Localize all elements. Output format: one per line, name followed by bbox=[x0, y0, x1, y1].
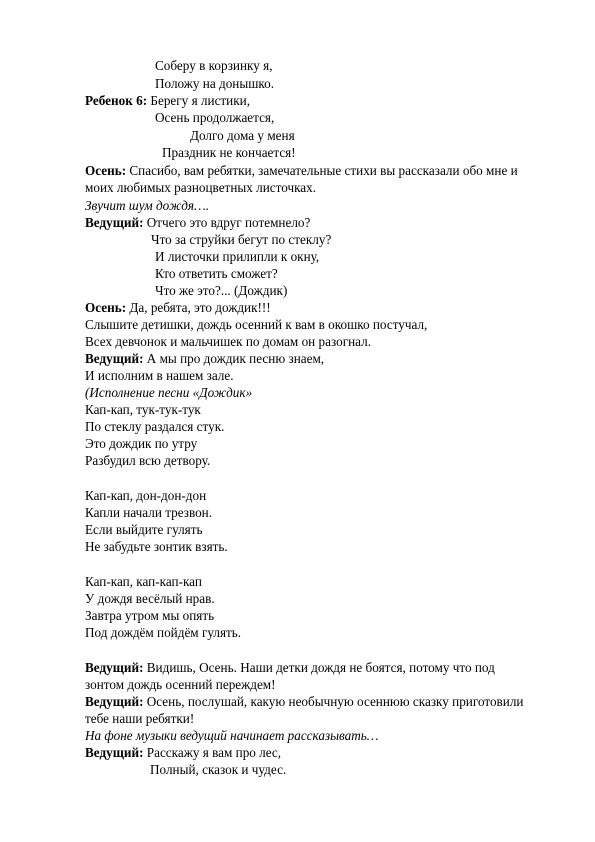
speaker-line bbox=[85, 693, 523, 710]
speaker-text: Да, ребята, это дождик!!! bbox=[126, 300, 271, 315]
text-line: Полный, сказок и чудес. bbox=[150, 762, 287, 777]
speaker-text: Спасибо, вам ребятки, замечательные стихи вы рассказали обо мне и bbox=[126, 163, 518, 178]
speaker-line bbox=[85, 299, 271, 316]
speaker-text: Отчего это вдруг потемнело? bbox=[143, 215, 311, 230]
text-line: зонтом дождь осенний переждем! bbox=[85, 677, 276, 692]
speaker-line bbox=[85, 659, 495, 676]
text-line: Положу на донышко. bbox=[155, 76, 275, 91]
text-line: Праздник не кончается! bbox=[162, 145, 296, 160]
speaker-label: Ведущий: bbox=[85, 215, 144, 230]
speaker-label: Ведущий: bbox=[85, 745, 144, 760]
verse-line: По стеклу раздался стук. bbox=[85, 419, 225, 434]
speaker-text: Берегу я листики, bbox=[147, 93, 250, 108]
verse-line: Не забудьте зонтик взять. bbox=[85, 539, 228, 554]
verse-line: Это дождик по утру bbox=[85, 436, 198, 451]
text-line: тебе наши ребятки! bbox=[85, 711, 195, 726]
speaker-line bbox=[85, 214, 310, 231]
speaker-line bbox=[85, 92, 250, 109]
stage-direction: Звучит шум дождя…. bbox=[85, 198, 210, 213]
speaker-label: Осень: bbox=[85, 300, 127, 315]
verse-line: У дождя весёлый нрав. bbox=[85, 591, 215, 606]
text-line: Осень продолжается, bbox=[155, 110, 275, 125]
verse-line: Кап-кап, тук-тук-тук bbox=[85, 402, 201, 417]
verse-line: Завтра утром мы опять bbox=[85, 608, 215, 623]
speaker-text: Осень, послушай, какую необычную осеннюю сказку приготовили bbox=[143, 694, 524, 709]
verse-line: Кап-кап, кап-кап-кап bbox=[85, 574, 202, 589]
text-line: Долго дома у меня bbox=[190, 128, 295, 143]
text-line: И листочки прилипли к окну, bbox=[155, 249, 320, 264]
verse-line: Кап-кап, дон-дон-дон bbox=[85, 488, 207, 503]
verse-line: Разбудил всю детвору. bbox=[85, 453, 211, 468]
stage-direction: На фоне музыки ведущий начинает рассказывать… bbox=[85, 728, 379, 743]
verse-line: Капли начали трезвон. bbox=[85, 505, 213, 520]
speaker-text: Видишь, Осень. Наши детки дождя не боятся, потому что под bbox=[143, 660, 495, 675]
text-line: моих любимых разноцветных листочках. bbox=[85, 180, 317, 195]
speaker-line bbox=[85, 350, 324, 367]
speaker-label: Ведущий: bbox=[85, 351, 144, 366]
speaker-line bbox=[85, 162, 518, 179]
speaker-label: Ведущий: bbox=[85, 660, 144, 675]
text-line: Соберу в корзинку я, bbox=[155, 58, 273, 73]
speaker-line bbox=[85, 744, 281, 761]
text-line: Всех девчонок и мальчишек по домам он разогнал. bbox=[85, 334, 372, 349]
speaker-label: Ребенок 6: bbox=[85, 93, 148, 108]
text-line: Слышите детишки, дождь осенний к вам в окошко постучал, bbox=[85, 317, 428, 332]
text-line: Что за струйки бегут по стеклу? bbox=[151, 232, 332, 247]
speaker-text: Расскажу я вам про лес, bbox=[143, 745, 282, 760]
verse-line: Если выйдите гулять bbox=[85, 522, 203, 537]
text-line: Что же это?... (Дождик) bbox=[155, 283, 288, 298]
verse-line: Под дождём пойдём гулять. bbox=[85, 625, 242, 640]
speaker-label: Осень: bbox=[85, 163, 127, 178]
speaker-label: Ведущий: bbox=[85, 694, 144, 709]
stage-direction: (Исполнение песни «Дождик» bbox=[85, 385, 253, 400]
text-line: Кто ответить сможет? bbox=[155, 266, 278, 281]
text-line: И исполним в нашем зале. bbox=[85, 368, 234, 383]
speaker-text: А мы про дождик песню знаем, bbox=[143, 351, 325, 366]
